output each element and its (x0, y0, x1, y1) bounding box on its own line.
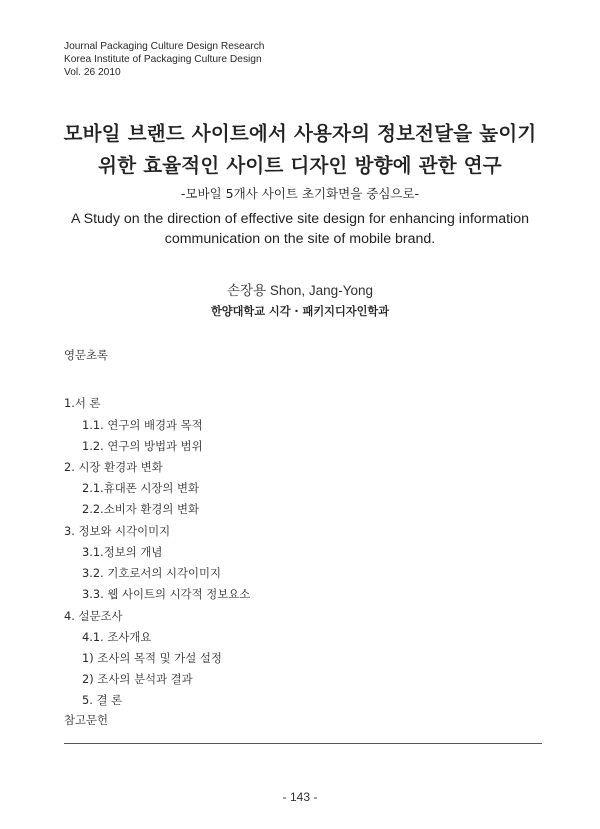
toc-item: 3.1.정보의 개념 (82, 545, 163, 559)
toc-item: 4. 설문조사 (64, 609, 123, 623)
title-korean-line-2: 위한 효율적인 사이트 디자인 방향에 관한 연구 (98, 154, 502, 177)
journal-volume: Vol. 26 2010 (64, 67, 121, 78)
toc-item: 2. 시장 환경과 변화 (64, 460, 163, 474)
author-name: 손장용 Shon, Jang-Yong (227, 283, 373, 298)
journal-institute: Korea Institute of Packaging Culture Design (64, 54, 262, 65)
toc-item: 4.1. 조사개요 (82, 630, 152, 644)
title-english-line-2: communication on the site of mobile brand. (164, 231, 436, 247)
toc-item: 5. 결 론 (82, 693, 123, 707)
toc-item: 2.1.휴대폰 시장의 변화 (82, 481, 200, 495)
title-korean-line-1: 모바일 브랜드 사이트에서 사용자의 정보전달을 높이기 (63, 122, 537, 145)
toc-item: 1.2. 연구의 방법과 범위 (82, 439, 203, 453)
toc-item: 1.1. 연구의 배경과 목적 (82, 418, 203, 432)
toc-item: 2.2.소비자 환경의 변화 (82, 502, 200, 516)
page-number: - 143 - (282, 790, 318, 804)
journal-header (64, 40, 264, 79)
subtitle-korean: -모바일 5개사 사이트 초기화면을 중심으로- (180, 186, 420, 201)
toc-abstract: 영문초록 (64, 348, 109, 362)
toc-references: 참고문헌 (64, 713, 109, 727)
footnote-divider (64, 743, 542, 744)
toc-item: 2) 조사의 분석과 결과 (82, 672, 193, 686)
toc-item: 3.3. 웹 사이트의 시각적 정보요소 (82, 587, 251, 601)
journal-name: Journal Packaging Culture Design Research (64, 41, 265, 52)
toc-item: 1) 조사의 목적 및 가설 설정 (82, 651, 222, 665)
toc-item: 3.2. 기호로서의 시각이미지 (82, 566, 222, 580)
author-affiliation: 한양대학교 시각 · 패키지디자인학과 (210, 305, 390, 318)
toc-item: 1.서 론 (64, 396, 101, 410)
toc-item: 3. 정보와 시각이미지 (64, 524, 171, 538)
title-english-line-1: A Study on the direction of effective site design for enhancing information (71, 211, 529, 227)
